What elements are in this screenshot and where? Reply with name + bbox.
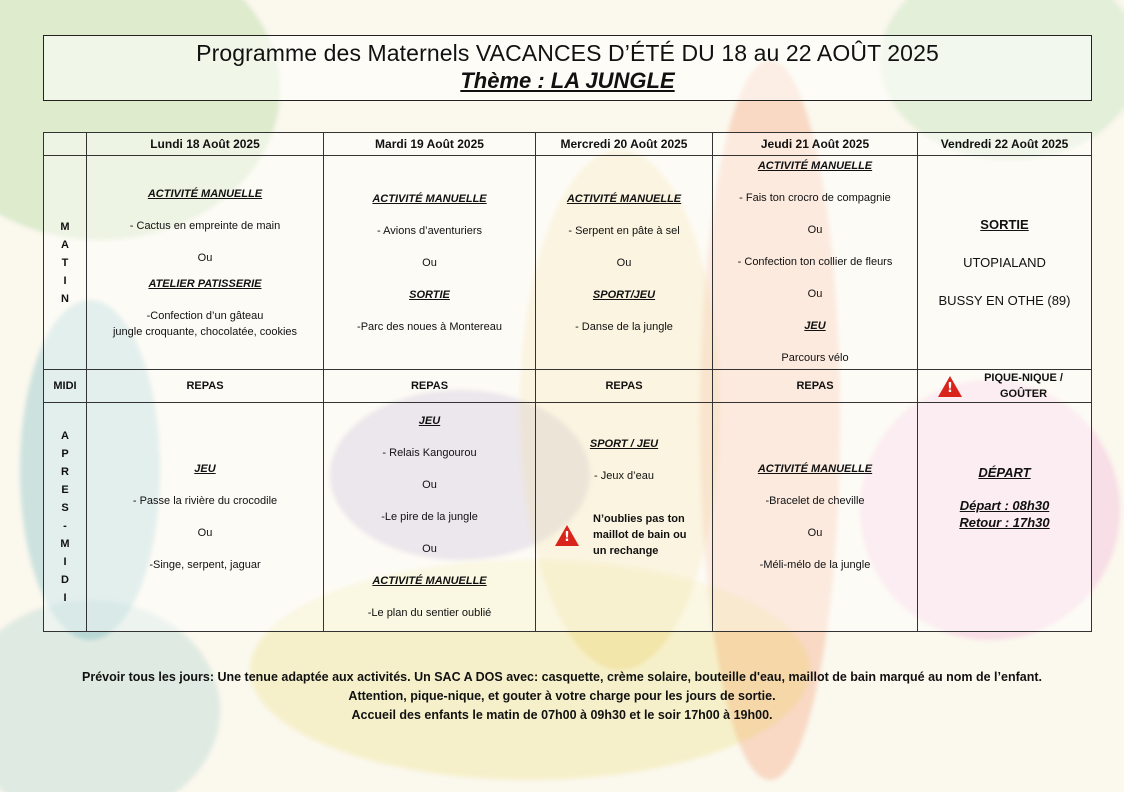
activity-text: - Passe la rivière du crocodile <box>132 495 278 507</box>
or-text: Ou <box>616 256 632 269</box>
midi-row <box>44 370 1092 403</box>
destination-text: UTOPIALAND <box>963 254 1046 270</box>
destination-text: BUSSY EN OTHE (89) <box>938 292 1071 308</box>
departure-time: Départ : 08h30 <box>959 498 1050 513</box>
day-header: Mercredi 20 Août 2025 <box>536 133 713 156</box>
return-time: Retour : 17h30 <box>959 515 1050 530</box>
apres-midi-mercredi <box>536 403 713 632</box>
corner-cell <box>44 133 87 156</box>
apres-midi-lundi <box>87 403 324 632</box>
activity-heading: JEU <box>418 415 441 427</box>
matin-lundi <box>87 156 324 370</box>
footer-line: Prévoir tous les jours: Une tenue adaptée aux activités. Un SAC A DOS avec: casquette, crème solaire, bouteille d'eau, maillot de bain marqué au nom de l’enfant. <box>82 670 1042 684</box>
day-header: Vendredi 22 Août 2025 <box>918 133 1092 156</box>
warning-icon <box>938 376 962 397</box>
footer-line: Attention, pique-nique, et gouter à votre charge pour les jours de sortie. <box>348 689 776 703</box>
midi-vendredi <box>918 370 1092 403</box>
activity-text: -Parc des noues à Montereau <box>357 320 502 333</box>
activity-heading: SPORT / JEU <box>589 438 659 450</box>
activity-heading: JEU <box>194 463 216 475</box>
or-text: Ou <box>807 288 823 300</box>
activity-text: - Serpent en pâte à sel <box>568 224 680 237</box>
activity-text: -Le plan du sentier oublié <box>367 607 492 619</box>
activity-text: - Danse de la jungle <box>575 320 673 333</box>
warning-icon <box>555 525 579 546</box>
departure-heading: DÉPART <box>978 465 1031 480</box>
day-header: Lundi 18 Août 2025 <box>87 133 324 156</box>
apres-midi-jeudi <box>713 403 918 632</box>
activity-text: - Confection ton collier de fleurs <box>737 256 893 268</box>
activity-heading: SORTIE <box>980 216 1029 232</box>
apres-midi-mardi <box>324 403 536 632</box>
activity-text: -Singe, serpent, jaguar <box>149 559 261 571</box>
meal-text: REPAS <box>536 370 713 403</box>
theme-title: Thème : LA JUNGLE <box>460 68 675 93</box>
activity-heading: SPORT/JEU <box>592 288 656 301</box>
activity-text: - Fais ton crocro de compagnie <box>739 192 891 204</box>
matin-mercredi <box>536 156 713 370</box>
activity-heading: ATELIER PATISSERIE <box>148 277 262 290</box>
page-title: Programme des Maternels VACANCES D’ÉTÉ DU 18 au 22 AOÛT 2025 <box>196 40 939 66</box>
activity-heading: ACTIVITÉ MANUELLE <box>757 463 873 475</box>
activity-text: - Relais Kangourou <box>382 447 477 459</box>
or-text: Ou <box>422 256 437 269</box>
activity-heading: ACTIVITÉ MANUELLE <box>757 160 873 172</box>
activity-text: -Confection d’un gâteau <box>146 309 264 322</box>
activity-text: - Avions d’aventuriers <box>377 224 482 237</box>
activity-text: - Jeux d’eau <box>594 470 654 482</box>
apres-midi-row <box>44 403 1092 632</box>
activity-text: - Cactus en empreinte de main <box>129 219 281 232</box>
matin-label: M A T I N <box>44 156 87 370</box>
day-header: Mardi 19 Août 2025 <box>324 133 536 156</box>
activity-heading: SORTIE <box>409 288 450 301</box>
meal-text: REPAS <box>87 370 324 403</box>
footer-notes <box>40 668 1084 725</box>
activity-heading: ACTIVITÉ MANUELLE <box>372 575 487 587</box>
apres-midi-vendredi <box>918 403 1092 632</box>
matin-mardi <box>324 156 536 370</box>
activity-text: jungle croquante, chocolatée, cookies <box>112 325 298 338</box>
or-text: Ou <box>422 543 437 555</box>
or-text: Ou <box>422 479 437 491</box>
activity-text: Parcours vélo <box>781 352 849 364</box>
meal-text: REPAS <box>324 370 536 403</box>
day-header: Jeudi 21 Août 2025 <box>713 133 918 156</box>
matin-vendredi <box>918 156 1092 370</box>
title-box <box>43 35 1092 101</box>
or-text: Ou <box>807 527 823 539</box>
matin-jeudi <box>713 156 918 370</box>
matin-row <box>44 156 1092 370</box>
activity-text: -Méli-mélo de la jungle <box>759 559 871 571</box>
or-text: Ou <box>197 251 213 264</box>
activity-heading: ACTIVITÉ MANUELLE <box>566 192 682 205</box>
days-header-row <box>44 133 1092 156</box>
activity-text: -Le pire de la jungle <box>381 511 478 523</box>
or-text: Ou <box>197 527 213 539</box>
activity-heading: ACTIVITÉ MANUELLE <box>372 192 487 205</box>
footer-line: Accueil des enfants le matin de 07h00 à 09h30 et le soir 17h00 à 19h00. <box>351 708 773 722</box>
activity-heading: JEU <box>804 320 826 332</box>
midi-label: MIDI <box>44 370 87 403</box>
apres-midi-label: A P R E S - M I D I <box>44 403 87 632</box>
schedule-table <box>43 132 1092 632</box>
swimsuit-reminder: N’oublies pas ton maillot de bain ou un rechange <box>593 513 687 557</box>
picnic-text: PIQUE-NIQUE / GOÛTER <box>984 372 1063 400</box>
meal-text: REPAS <box>713 370 918 403</box>
activity-text: -Bracelet de cheville <box>765 495 865 507</box>
or-text: Ou <box>807 224 823 236</box>
activity-heading: ACTIVITÉ MANUELLE <box>147 187 263 200</box>
